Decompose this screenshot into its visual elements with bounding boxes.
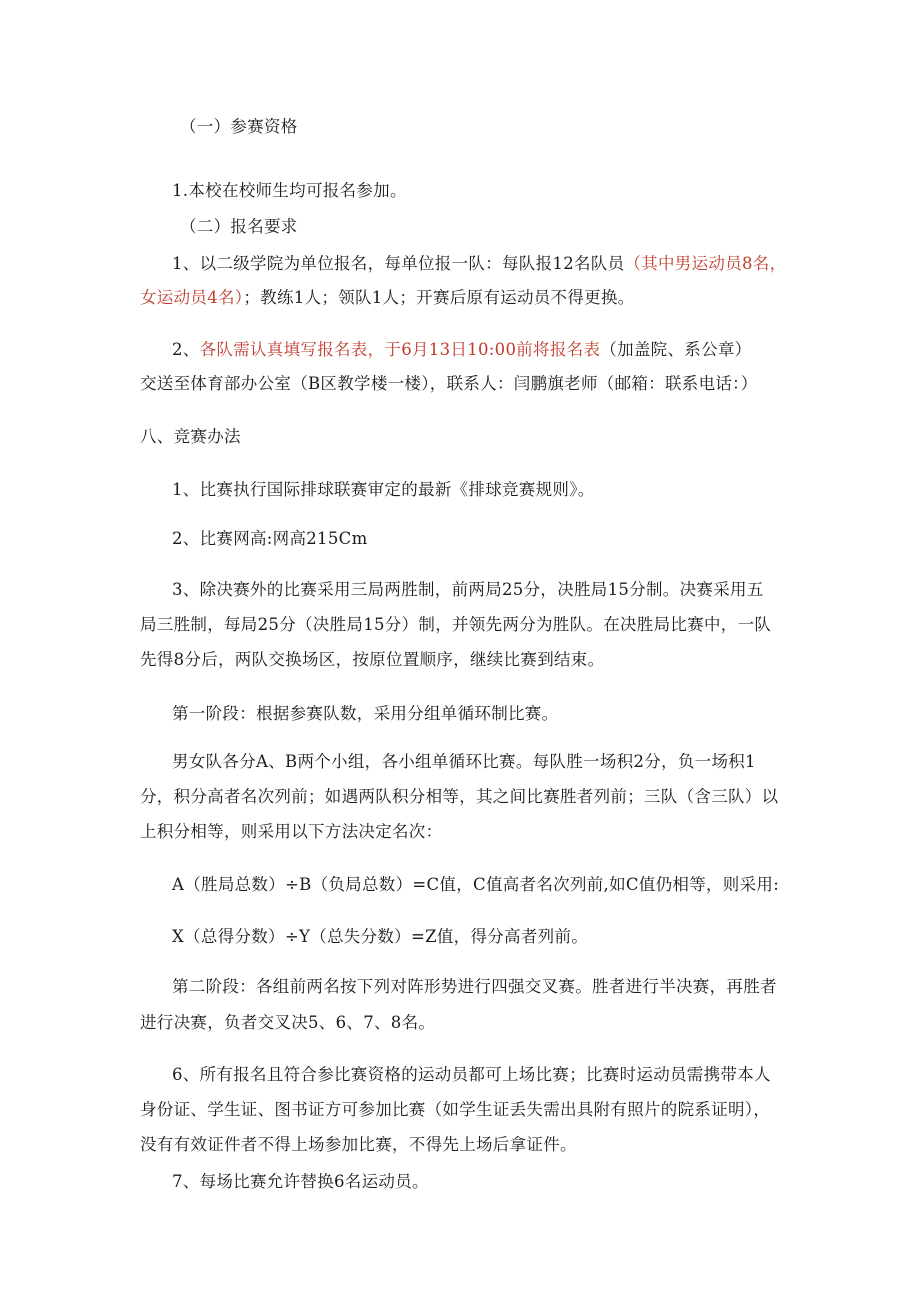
- registration-item-2-line-2: 交送至体育部办公室（B区教学楼一楼），联系人：闫鹏旗老师（邮箱：联系电话：）: [140, 374, 758, 393]
- groups-line-2: 分，积分高者名次列前；如遇两队积分相等，其之间比赛胜者列前；三队（含三队）以: [140, 787, 779, 806]
- competition-item-6-line-3: 没有有效证件者不得上场参加比赛，不得先上场后拿证件。: [140, 1135, 577, 1154]
- groups-line-3: 上积分相等，则采用以下方法决定名次：: [140, 822, 443, 841]
- registration-item-2-number: 2、: [172, 340, 200, 359]
- section-heading-registration: （二）报名要求: [180, 217, 298, 236]
- groups-line-1: 男女队各分A、B两个小组，各小组单循环比赛。每队胜一场积2分，负一场积1: [172, 752, 756, 771]
- section-heading-eligibility: （一）参赛资格: [180, 117, 298, 136]
- competition-item-3-line-1: 3、除决赛外的比赛采用三局两胜制，前两局25分，决胜局15分制。决赛采用五: [172, 580, 764, 599]
- competition-item-7: 7、每场比赛允许替换6名运动员。: [172, 1172, 429, 1191]
- formula-z-value: X（总得分数）÷Y（总失分数）=Z值，得分高者列前。: [172, 927, 589, 946]
- competition-item-1: 1、比赛执行国际排球联赛审定的最新《排球竞赛规则》。: [172, 480, 595, 499]
- stage-1-text: 第一阶段：根据参赛队数，采用分组单循环制比赛。: [172, 704, 559, 723]
- section-heading-competition-methods: 八、竞赛办法: [140, 427, 241, 446]
- registration-item-1-highlight: （其中男运动员8名，: [624, 254, 787, 273]
- registration-item-1-line-1: [172, 252, 786, 276]
- competition-item-3-line-2: 局三胜制，每局25分（决胜局15分）制，并领先两分为胜队。在决胜局比赛中，一队: [140, 615, 772, 634]
- registration-item-2-line-1: [172, 338, 751, 362]
- registration-item-1-highlight-cont: 女运动员4名）: [140, 288, 244, 307]
- competition-item-6-line-1: 6、所有报名且符合参比赛资格的运动员都可上场比赛；比赛时运动员需携带本人: [172, 1065, 771, 1084]
- formula-c-value: A（胜局总数）÷B（负局总数）=C值，C值高者名次列前,如C值仍相等，则采用:: [172, 875, 780, 894]
- eligibility-item-1: 1.本校在校师生均可报名参加。: [172, 181, 407, 200]
- registration-item-1-text: 1、以二级学院为单位报名，每单位报一队：每队报12名队员: [172, 254, 625, 273]
- registration-item-1-line-2: [140, 286, 635, 310]
- registration-item-2-text: （加盖院、系公章）: [600, 340, 752, 359]
- competition-item-3-line-3: 先得8分后，两队交换场区，按原位置顺序，继续比赛到结束。: [140, 650, 605, 669]
- stage-2-line-2: 进行决赛，负者交叉决5、6、7、8名。: [140, 1013, 436, 1032]
- competition-item-2: 2、比赛网高:网高215Cm: [172, 529, 368, 548]
- stage-2-line-1: 第二阶段：各组前两名按下列对阵形势进行四强交叉赛。胜者进行半决赛，再胜者: [172, 977, 777, 996]
- registration-item-1-text-cont: ；教练1人；领队1人；开赛后原有运动员不得更换。: [243, 288, 635, 307]
- registration-item-2-highlight: 各队需认真填写报名表，于6月13日10:00前将报名表: [199, 340, 601, 359]
- competition-item-6-line-2: 身份证、学生证、图书证方可参加比赛（如学生证丢失需出具附有照片的院系证明），: [140, 1100, 771, 1119]
